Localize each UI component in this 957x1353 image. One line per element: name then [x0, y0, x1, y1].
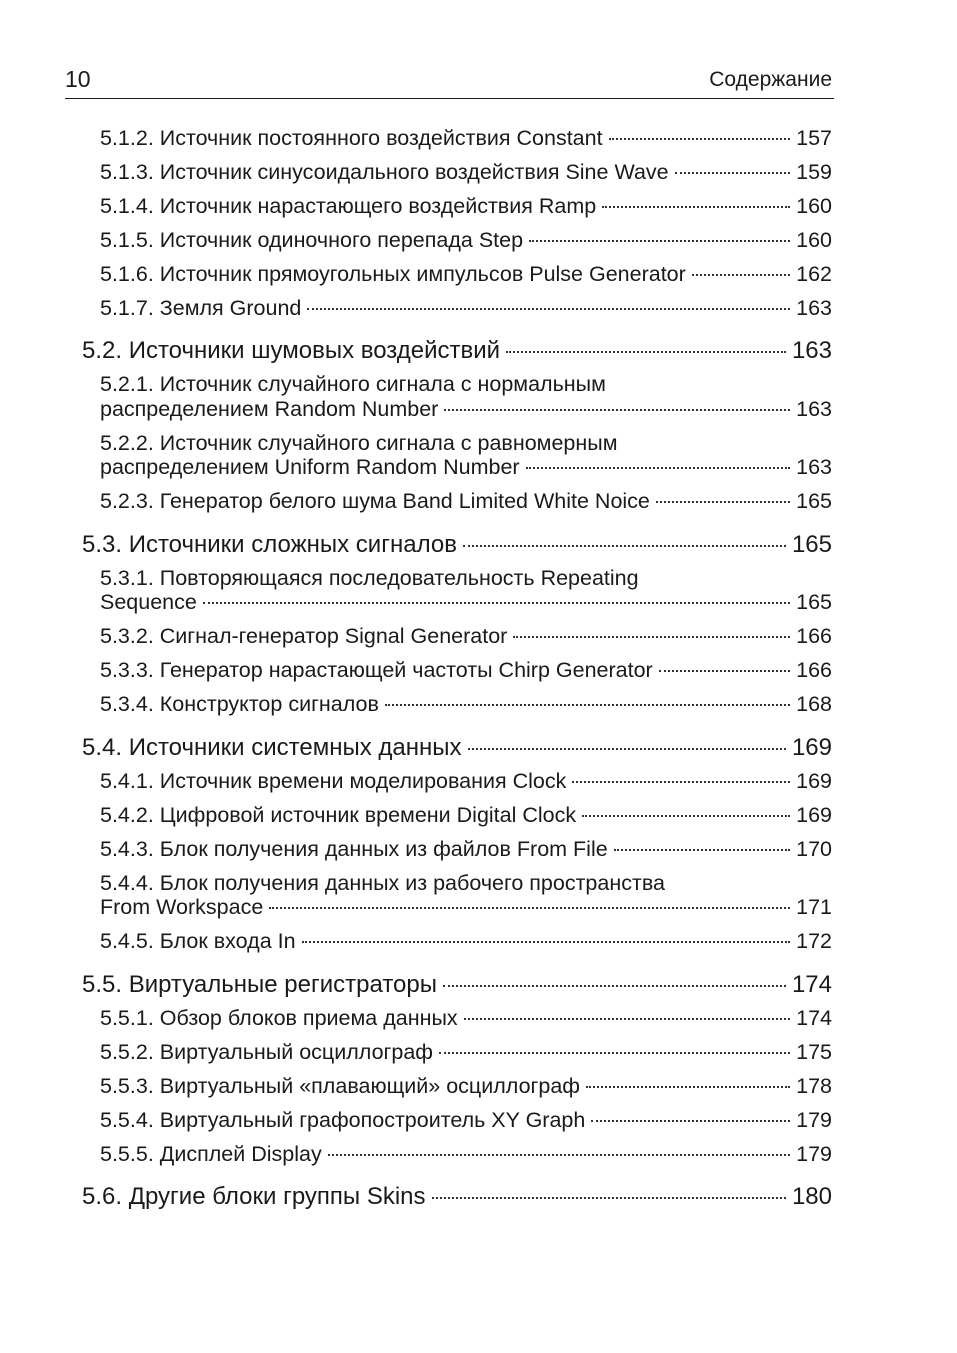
toc-subsection-entry[interactable] — [100, 692, 832, 717]
toc-subsection-entry[interactable] — [100, 624, 832, 649]
toc-page-number: 163 — [796, 295, 832, 320]
toc-page-number: 174 — [796, 1005, 832, 1030]
toc-entry-title: 5.1.7. Земля Ground — [100, 295, 302, 320]
toc-section-entry[interactable] — [82, 337, 832, 365]
toc-subsection-entry[interactable] — [100, 566, 832, 615]
dot-leader — [572, 781, 790, 783]
toc-subsection-entry[interactable] — [100, 1074, 832, 1099]
dot-leader — [269, 907, 790, 909]
toc-subsection-entry[interactable] — [100, 431, 832, 480]
dot-leader — [614, 849, 790, 851]
toc-entry-title: 5.4.5. Блок входа In — [100, 929, 296, 953]
table-of-contents — [82, 116, 832, 1218]
toc-page-number: 168 — [796, 692, 832, 716]
toc-subsection-entry[interactable] — [100, 228, 832, 253]
toc-subsection-entry[interactable] — [100, 1142, 832, 1167]
dot-leader — [506, 351, 786, 353]
dot-leader — [307, 308, 790, 310]
toc-entry-title: 5.2.3. Генератор белого шума Band Limited White Noice — [100, 489, 650, 513]
dot-leader — [602, 206, 790, 208]
toc-entry-title: 5.1.2. Источник постоянного воздействия Constant — [100, 125, 603, 150]
toc-page-number: 157 — [796, 125, 832, 150]
dot-leader — [659, 670, 790, 672]
toc-subsection-entry[interactable] — [100, 126, 832, 151]
toc-section-entry[interactable] — [82, 734, 832, 762]
toc-page-number: 169 — [796, 768, 832, 793]
toc-entry-title: 5.4.2. Цифровой источник времени Digital Clock — [100, 802, 577, 827]
toc-page-number: 175 — [796, 1039, 832, 1064]
toc-entry-title: 5.5.5. Дисплей Display — [100, 1141, 322, 1166]
toc-subsection-entry[interactable] — [100, 372, 832, 421]
dot-leader — [656, 501, 790, 503]
dot-leader — [609, 138, 791, 140]
dot-leader — [302, 941, 791, 943]
toc-subsection-entry[interactable] — [100, 1108, 832, 1133]
toc-entry-title: 5.5.2. Виртуальный осциллограф — [100, 1039, 433, 1064]
toc-page-number: 160 — [796, 227, 832, 252]
toc-entry-title: 5.5.4. Виртуальный графопостроитель XY Graph — [100, 1107, 586, 1132]
toc-subsection-entry[interactable] — [100, 929, 832, 954]
toc-subsection-entry[interactable] — [100, 1040, 832, 1065]
toc-entry-title: 5.4.1. Источник времени моделирования Clock — [100, 768, 567, 793]
toc-entry-title: 5.5.1. Обзор блоков приема данных — [100, 1005, 458, 1030]
toc-entry-title: From Workspace — [100, 895, 264, 919]
toc-page-number: 174 — [791, 970, 832, 998]
toc-page-number: 163 — [791, 337, 832, 364]
toc-page-number: 159 — [796, 159, 832, 184]
dot-leader — [385, 704, 790, 706]
toc-entry-title: 5.5.3. Виртуальный «плавающий» осциллограф — [100, 1073, 580, 1098]
toc-subsection-entry[interactable] — [100, 160, 832, 185]
toc-section-entry[interactable] — [82, 531, 832, 559]
toc-entry-title: 5.4. Источники системных данных — [82, 733, 462, 761]
toc-entry-title: 5.1.6. Источник прямоугольных импульсов Pulse Generator — [100, 261, 686, 286]
dot-leader — [586, 1086, 790, 1088]
dot-leader — [203, 602, 790, 604]
toc-entry-title: 5.5. Виртуальные регистраторы — [82, 970, 437, 998]
toc-subsection-entry[interactable] — [100, 871, 832, 920]
running-title: Содержание — [709, 68, 832, 91]
toc-subsection-entry[interactable] — [100, 803, 832, 828]
dot-leader — [529, 240, 790, 242]
dot-leader — [513, 636, 790, 638]
dot-leader — [443, 985, 786, 987]
dot-leader — [444, 409, 790, 411]
toc-page-number: 163 — [796, 455, 832, 479]
toc-page-number: 160 — [796, 193, 832, 218]
toc-entry-title: 5.3.4. Конструктор сигналов — [100, 692, 379, 716]
toc-page-number: 170 — [796, 836, 832, 861]
toc-entry-title: 5.1.5. Источник одиночного перепада Step — [100, 227, 524, 252]
toc-page-number: 163 — [796, 396, 832, 421]
toc-page-number: 165 — [796, 489, 832, 513]
toc-entry-title: 5.6. Другие блоки группы Skins — [82, 1183, 426, 1210]
toc-section-entry[interactable] — [82, 1183, 832, 1211]
toc-entry-title: 5.4.3. Блок получения данных из файлов From File — [100, 836, 608, 861]
dot-leader — [328, 1154, 790, 1156]
toc-entry-title: 5.1.4. Источник нарастающего воздействия Ramp — [100, 193, 597, 218]
dot-leader — [464, 1018, 790, 1020]
toc-page-number: 172 — [796, 929, 832, 953]
toc-page-number: 165 — [791, 530, 832, 558]
toc-subsection-entry[interactable] — [100, 658, 832, 683]
toc-subsection-entry[interactable] — [100, 296, 832, 321]
toc-entry-title-line: 5.2.1. Источник случайного сигнала с нормальным — [100, 372, 606, 396]
dot-leader — [526, 467, 791, 469]
toc-page-number: 179 — [796, 1141, 832, 1166]
page-number: 10 — [65, 66, 91, 92]
toc-subsection-entry[interactable] — [100, 837, 832, 862]
toc-subsection-entry[interactable] — [100, 194, 832, 219]
dot-leader — [591, 1120, 790, 1122]
toc-entry-title: распределением Random Number — [100, 396, 439, 421]
toc-page-number: 180 — [791, 1183, 832, 1210]
dot-leader — [463, 545, 786, 547]
dot-leader — [468, 748, 786, 750]
dot-leader — [432, 1197, 786, 1199]
toc-page-number: 166 — [796, 624, 832, 648]
toc-page-number: 169 — [791, 733, 832, 761]
toc-subsection-entry[interactable] — [100, 489, 832, 514]
page-header — [65, 64, 834, 99]
toc-subsection-entry[interactable] — [100, 262, 832, 287]
toc-entry-title: 5.3.2. Сигнал-генератор Signal Generator — [100, 624, 508, 648]
toc-page-number: 171 — [796, 895, 832, 919]
dot-leader — [692, 274, 790, 276]
toc-page-number: 179 — [796, 1107, 832, 1132]
toc-entry-title-line: 5.2.2. Источник случайного сигнала с равномерным — [100, 430, 618, 455]
toc-page-number: 162 — [796, 261, 832, 286]
toc-entry-title: 5.3. Источники сложных сигналов — [82, 530, 457, 558]
toc-entry-title-line: 5.4.4. Блок получения данных из рабочего пространства — [100, 870, 665, 895]
toc-section-entry[interactable] — [82, 971, 832, 999]
toc-entry-title-line: 5.3.1. Повторяющаяся последовательность Repeating — [100, 565, 639, 590]
toc-page-number: 165 — [796, 590, 832, 614]
dot-leader — [675, 172, 791, 174]
toc-page-number: 169 — [796, 802, 832, 827]
dot-leader — [439, 1052, 790, 1054]
toc-subsection-entry[interactable] — [100, 1006, 832, 1031]
toc-entry-title: Sequence — [100, 590, 197, 614]
dot-leader — [582, 815, 790, 817]
toc-entry-title: 5.3.3. Генератор нарастающей частоты Chirp Generator — [100, 658, 653, 682]
toc-entry-title: распределением Uniform Random Number — [100, 455, 520, 479]
toc-page-number: 178 — [796, 1073, 832, 1098]
toc-subsection-entry[interactable] — [100, 769, 832, 794]
toc-entry-title: 5.1.3. Источник синусоидального воздействия Sine Wave — [100, 159, 669, 184]
toc-page-number: 166 — [796, 658, 832, 682]
toc-entry-title: 5.2. Источники шумовых воздействий — [82, 337, 501, 364]
